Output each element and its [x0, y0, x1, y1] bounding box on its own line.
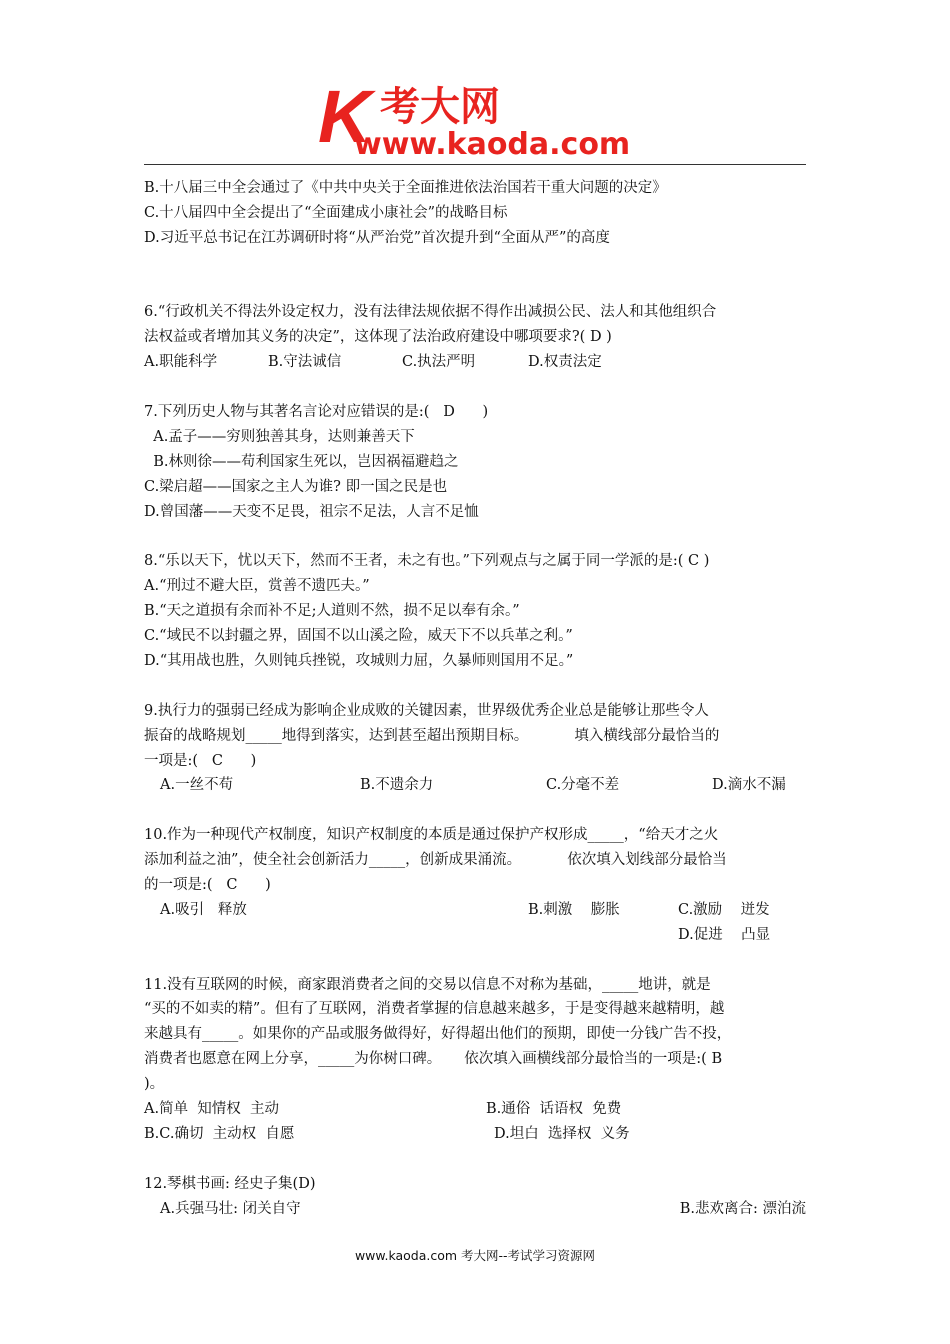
q6-options [144, 350, 808, 375]
q10-stem-line1: 10.作为一种现代产权制度，知识产权制度的本质是通过保护产权形成_____，“给天才之火 [144, 827, 719, 844]
q9-option-b: B.不遗余力 [360, 777, 434, 794]
q11-stem-line5: )。 [144, 1076, 165, 1093]
q10-stem-line2: 添加利益之油”，使全社会创新活力_____，创新成果涌流。 依次填入划线部分最恰当 [144, 852, 727, 869]
q6-stem-line1: 6.“行政机关不得法外设定权力，没有法律法规依据不得作出减损公民、法人和其他组织合 [144, 304, 717, 321]
q6-stem-line2: 法权益或者增加其义务的决定”，这体现了法治政府建设中哪项要求?( D ) [144, 329, 612, 346]
q8-option-b: B.“天之道损有余而补不足;人道则不然，损不足以奉有余。” [144, 603, 520, 620]
q9-option-a: A.一丝不苟 [160, 777, 234, 794]
q8-stem: 8.“乐以天下，忧以天下，然而不王者，未之有也。”下列观点与之属于同一学派的是:( C ) [144, 553, 710, 570]
q8-option-d: D.“其用战也胜，久则钝兵挫锐，攻城则力屈，久暴师则国用不足。” [144, 652, 574, 669]
site-logo [318, 80, 638, 160]
q7-option-b: B.林则徐——苟利国家生死以，岂因祸福避趋之 [144, 453, 459, 470]
q10-options-row2 [144, 923, 808, 948]
q6-option-a: A.职能科学 [144, 354, 218, 371]
logo-url: www.kaoda.com [354, 127, 631, 160]
q7-option-c: C.梁启超——国家之主人为谁? 即一国之民是也 [144, 478, 448, 495]
q9-option-c: C.分毫不差 [546, 777, 620, 794]
q12-option-b: B.悲欢离合: 漂泊流 [679, 1200, 806, 1217]
q6-option-b: B.守法诚信 [268, 354, 342, 371]
document-body [144, 176, 808, 1221]
q5-option-b: B.十八届三中全会通过了《中共中央关于全面推进依法治国若干重大问题的决定》 [144, 180, 667, 196]
q6-option-d: D.权责法定 [528, 354, 602, 371]
q5-option-d: D.习近平总书记在江苏调研时将“从严治党”首次提升到“全面从严”的高度 [144, 229, 610, 246]
logo-k: K [318, 80, 372, 158]
q9-stem-line1: 9.执行力的强弱已经成为影响企业成败的关键因素，世界级优秀企业总是能够让那些令人 [144, 702, 709, 719]
q10-option-a: A.吸引 释放 [160, 901, 247, 918]
q11-option-c: B.C.确切 主动权 自愿 [144, 1125, 295, 1142]
q9-stem-line2: 振奋的战略规划_____地得到落实，达到甚至超出预期目标。 填入横线部分最恰当的 [144, 727, 720, 744]
q11-options-row2 [144, 1122, 808, 1147]
q7-stem: 7.下列历史人物与其著名言论对应错误的是:( D ) [144, 404, 489, 421]
q11-option-b: B.通俗 话语权 免费 [486, 1100, 622, 1117]
q9-option-d: D.滴水不漏 [712, 777, 786, 794]
q11-option-d: D.坦白 选择权 义务 [494, 1125, 630, 1142]
logo-chinese: 考大网 [380, 84, 500, 130]
q10-option-d: D.促进 凸显 [678, 926, 771, 943]
q10-options-row1 [144, 898, 808, 923]
q12-option-a: A.兵强马壮: 闭关自守 [160, 1200, 301, 1217]
page-footer: www.kaoda.com 考大网--考试学习资源网 [354, 1248, 596, 1263]
q11-stem-line1: 11.没有互联网的时候，商家跟消费者之间的交易以信息不对称为基础，_____地讲，就是 [144, 976, 711, 993]
q12-stem: 12.琴棋书画: 经史子集(D) [144, 1175, 316, 1192]
q10-option-b: B.刺激 膨胀 [528, 901, 620, 918]
q10-option-c: C.激励 迸发 [678, 901, 770, 918]
q8-option-a: A.“刑过不避大臣，赏善不遗匹夫。” [144, 578, 370, 595]
q11-options-row1 [144, 1097, 808, 1122]
q6-option-c: C.执法严明 [402, 354, 476, 371]
q11-option-a: A.简单 知情权 主动 [144, 1100, 280, 1117]
q10-stem-line3: 的一项是:( C ) [144, 876, 271, 893]
q11-stem-line2: “买的不如卖的精”。但有了互联网，消费者掌握的信息越来越多，于是变得越来越精明，越 [144, 1001, 725, 1018]
q11-stem-line4: 消费者也愿意在网上分享，_____为你树口碑。 依次填入画横线部分最恰当的一项是:( B [144, 1051, 723, 1068]
q5-option-c: C.十八届四中全会提出了“全面建成小康社会”的战略目标 [144, 204, 508, 221]
q11-stem-line3: 来越具有_____。如果你的产品或服务做得好，好得超出他们的预期，即使一分钱广告不投， [144, 1026, 732, 1043]
q7-option-d: D.曾国藩——天变不足畏，祖宗不足法，人言不足恤 [144, 503, 479, 520]
q9-options [144, 773, 808, 798]
q12-options [144, 1197, 806, 1222]
q8-option-c: C.“域民不以封疆之界，固国不以山溪之险，威天下不以兵革之利。” [144, 628, 573, 645]
header-rule [144, 164, 806, 165]
q9-stem-line3: 一项是:( C ) [144, 752, 257, 769]
q7-option-a: A.孟子——穷则独善其身，达则兼善天下 [144, 428, 415, 445]
